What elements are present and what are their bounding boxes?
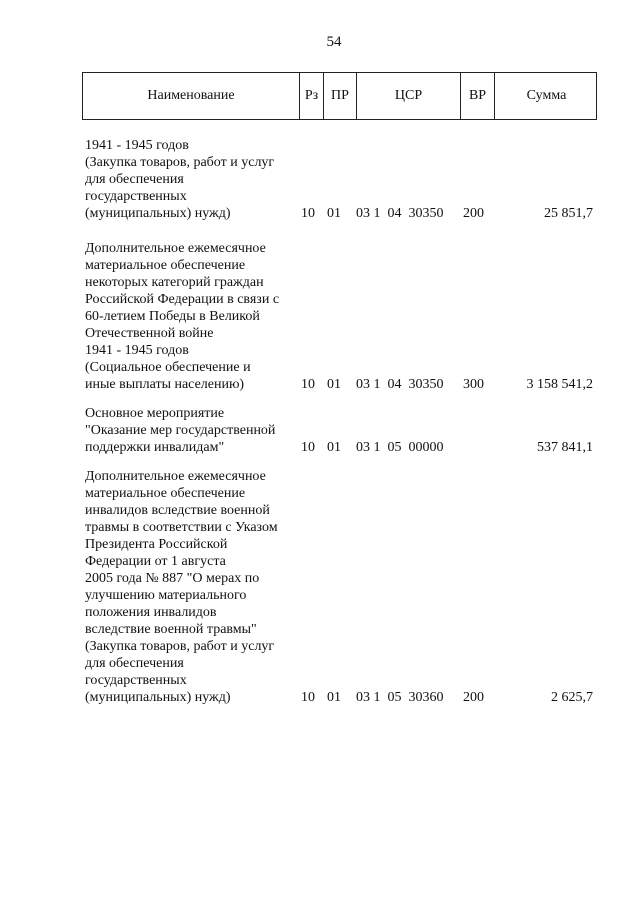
row-vr: 300	[463, 377, 484, 392]
page-number: 54	[326, 34, 342, 50]
row-vr: 200	[463, 206, 484, 221]
row-csr: 03 1 04 30350	[356, 377, 444, 392]
row-csr: 03 1 05 30360	[356, 690, 444, 705]
row-rz: 10	[301, 377, 315, 392]
row-pr: 01	[327, 377, 341, 392]
table-row	[0, 240, 640, 393]
row-name: Основное мероприятие "Оказание мер государственной поддержки инвалидам"	[85, 406, 276, 455]
row-sum: 25 851,7	[544, 206, 593, 221]
header-name: Наименование	[147, 88, 235, 103]
header-csr: ЦСР	[356, 73, 460, 119]
row-pr: 01	[327, 206, 341, 221]
header-vr: ВР	[460, 73, 494, 119]
row-pr: 01	[327, 440, 341, 455]
row-name: 1941 - 1945 годов (Закупка товаров, работ и услуг для обеспечения государственных (муниципальных) нужд)	[85, 138, 275, 221]
table-row	[0, 137, 640, 222]
header-pr: ПР	[323, 73, 356, 119]
table-row	[0, 468, 640, 706]
row-sum: 3 158 541,2	[526, 377, 593, 392]
row-sum: 2 625,7	[551, 690, 593, 705]
table-row	[0, 405, 640, 456]
row-rz: 10	[301, 690, 315, 705]
row-pr: 01	[327, 690, 341, 705]
header-rz: Рз	[299, 73, 323, 119]
row-sum: 537 841,1	[537, 440, 593, 455]
row-name: Дополнительное ежемесячное материальное обеспечение инвалидов вследствие военной травмы в соответствии с Указом Президента Российской Федерации от 1 августа 2005 года № 887 "О мерах по улучшению материального положения инвалидов вследствие военной травмы" (Закупка товаров, работ и услуг для обеспечения государственных (муниципальных) нужд)	[85, 469, 278, 705]
row-rz: 10	[301, 440, 315, 455]
table-header	[82, 72, 597, 120]
header-sum: Сумма	[494, 73, 598, 119]
row-vr: 200	[463, 690, 484, 705]
row-name: Дополнительное ежемесячное материальное обеспечение некоторых категорий граждан Российской Федерации в связи с 60-летием Победы в Великой Отечественной войне 1941 - 1945 годов (Социальное обеспечение и иные выплаты населению)	[85, 241, 280, 392]
row-csr: 03 1 05 00000	[356, 440, 444, 455]
row-rz: 10	[301, 206, 315, 221]
row-csr: 03 1 04 30350	[356, 206, 444, 221]
